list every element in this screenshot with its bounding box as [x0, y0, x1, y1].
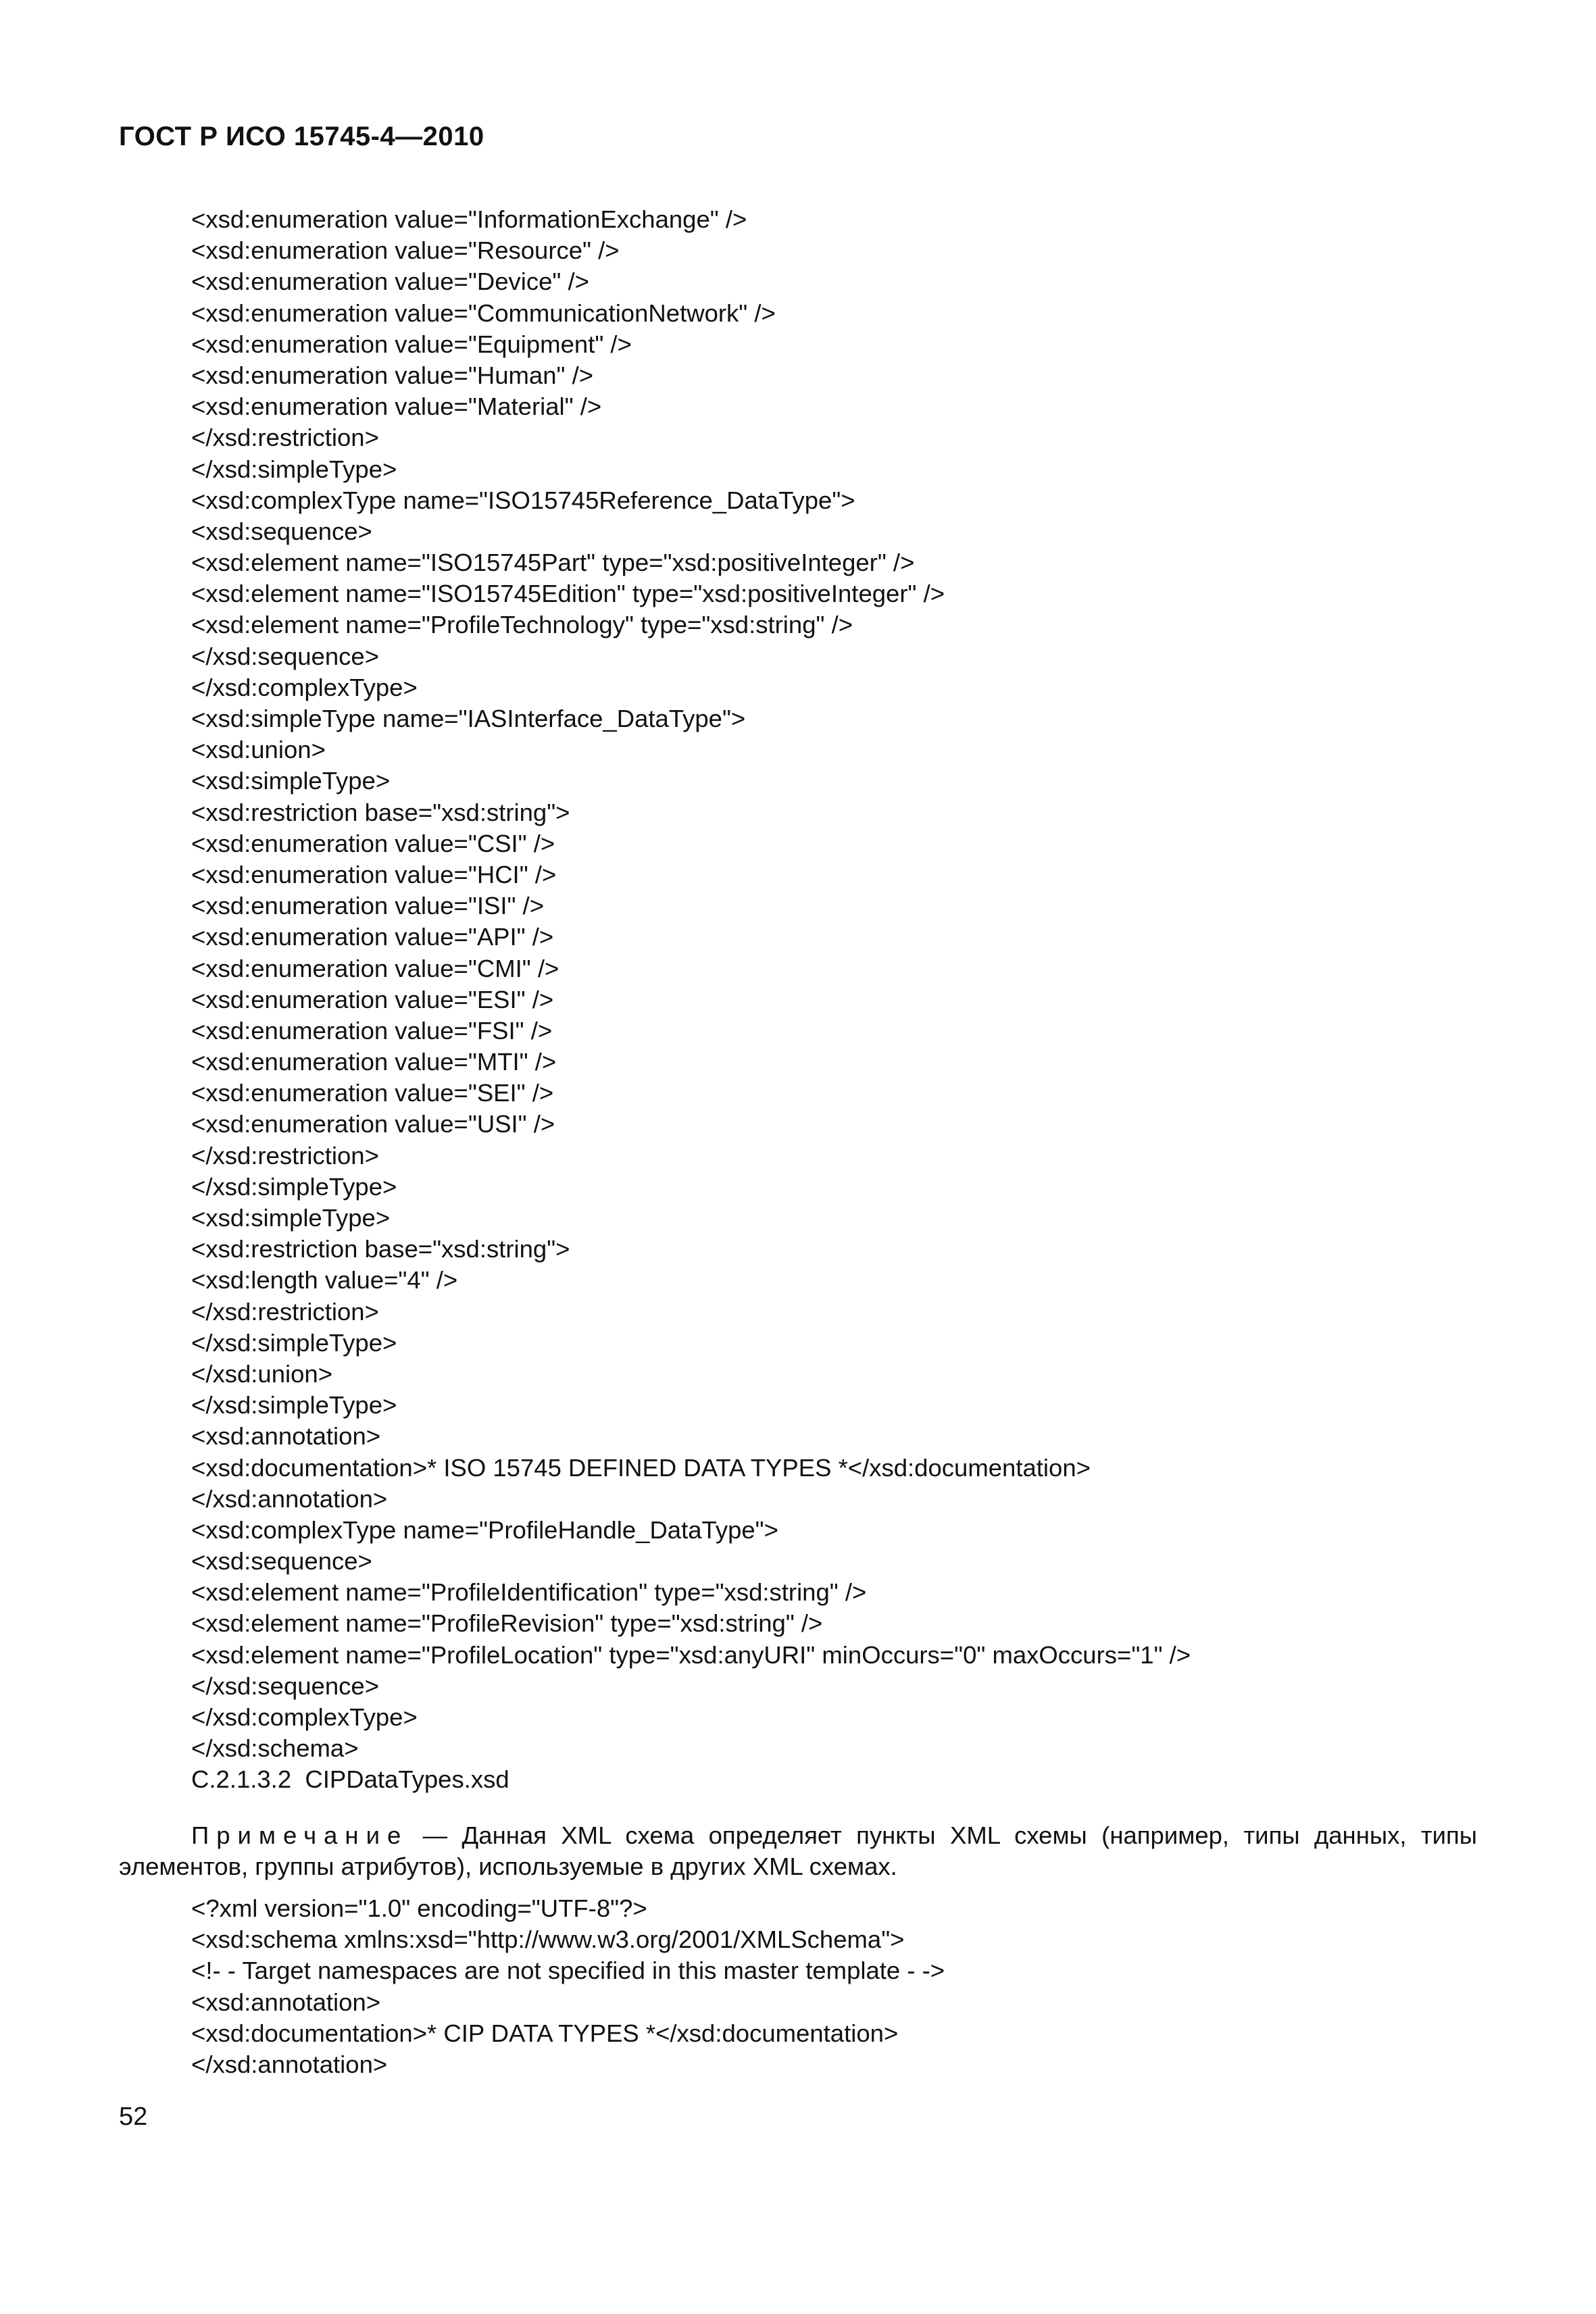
code-line: <xsd:complexType name="ISO15745Reference_DataType">: [191, 486, 855, 514]
code-line: </xsd:complexType>: [191, 1703, 418, 1731]
code-line: </xsd:simpleType>: [191, 455, 397, 483]
code-line: <xsd:element name="ISO15745Part" type="xsd:positiveInteger" />: [191, 549, 915, 577]
code-line: <xsd:enumeration value="HCI" />: [191, 860, 557, 888]
code-line: </xsd:restriction>: [191, 424, 379, 452]
code-line: <xsd:enumeration value="MTI" />: [191, 1048, 557, 1076]
code-line: <xsd:simpleType name="IASInterface_DataType">: [191, 705, 746, 732]
code-line: </xsd:sequence>: [191, 642, 380, 670]
code-line: <xsd:documentation>* ISO 15745 DEFINED DATA TYPES *</xsd:documentation>: [191, 1453, 1091, 1482]
code-line: <xsd:element name="ISO15745Edition" type="xsd:positiveInteger" />: [191, 580, 945, 608]
code-line: <xsd:enumeration value="CommunicationNetwork" />: [191, 299, 776, 327]
code-line: <xsd:enumeration value="API" />: [191, 923, 554, 951]
page-header-title: ГОСТ Р ИСО 15745-4—2010: [119, 122, 484, 151]
code-line: <xsd:enumeration value="Equipment" />: [191, 330, 632, 358]
code-line: <xsd:enumeration value="CMI" />: [191, 954, 559, 982]
code-line: <xsd:enumeration value="Human" />: [191, 361, 594, 389]
code-line: <xsd:element name="ProfileTechnology" type="xsd:string" />: [191, 611, 853, 639]
code-line: </xsd:restriction>: [191, 1297, 379, 1326]
xsd-code-block-bottom: [191, 1893, 1543, 2080]
page-number: 52: [119, 2103, 148, 2131]
code-line: <xsd:enumeration value="Device" />: [191, 268, 589, 296]
code-line: <xsd:restriction base="xsd:string">: [191, 1235, 570, 1263]
code-line: <?xml version="1.0" encoding="UTF-8"?>: [191, 1894, 647, 1922]
code-line: <xsd:element name="ProfileIdentification" type="xsd:string" />: [191, 1578, 867, 1607]
code-line: <xsd:schema xmlns:xsd="http://www.w3.org/2001/XMLSchema">: [191, 1926, 905, 1954]
code-line: C.2.1.3.2 CIPDataTypes.xsd: [191, 1765, 509, 1794]
code-line: <xsd:length value="4" />: [191, 1266, 458, 1294]
code-line: <xsd:enumeration value="ISI" />: [191, 892, 545, 920]
code-line: </xsd:sequence>: [191, 1671, 380, 1700]
code-line: </xsd:restriction>: [191, 1141, 379, 1169]
code-line: <xsd:enumeration value="InformationExchange" />: [191, 205, 747, 233]
code-line: </xsd:union>: [191, 1359, 333, 1388]
note-text: — Данная XML схема определяет пункты XML схемы (например, типы данных, типы элементов, группы атрибутов), используемые в других XML схемах.: [119, 1821, 1477, 1881]
code-line: <xsd:complexType name="ProfileHandle_DataType">: [191, 1515, 778, 1544]
code-line: <!- - Target namespaces are not specified in this master template - ->: [191, 1957, 945, 1985]
code-line: </xsd:annotation>: [191, 2050, 388, 2078]
code-line: <xsd:sequence>: [191, 517, 372, 545]
xsd-code-block-top: [191, 204, 1543, 1796]
code-line: <xsd:enumeration value="FSI" />: [191, 1016, 553, 1045]
code-line: <xsd:union>: [191, 736, 326, 764]
code-line: </xsd:simpleType>: [191, 1172, 397, 1201]
code-line: <xsd:element name="ProfileLocation" type="xsd:anyURI" minOccurs="0" maxOccurs="1" />: [191, 1640, 1191, 1669]
code-line: <xsd:sequence>: [191, 1547, 372, 1576]
code-line: <xsd:enumeration value="USI" />: [191, 1110, 555, 1138]
code-line: <xsd:documentation>* CIP DATA TYPES *</xsd:documentation>: [191, 2019, 899, 2047]
code-line: <xsd:enumeration value="Material" />: [191, 393, 602, 421]
code-line: <xsd:enumeration value="Resource" />: [191, 236, 620, 265]
code-line: </xsd:schema>: [191, 1734, 359, 1763]
note-label: Примечание: [191, 1821, 409, 1849]
code-line: <xsd:simpleType>: [191, 1204, 391, 1232]
note-paragraph: [119, 1820, 1477, 1882]
code-line: <xsd:simpleType>: [191, 767, 391, 795]
code-line: </xsd:simpleType>: [191, 1328, 397, 1357]
code-line: <xsd:annotation>: [191, 1422, 381, 1451]
code-line: <xsd:enumeration value="ESI" />: [191, 985, 554, 1013]
code-line: <xsd:element name="ProfileRevision" type="xsd:string" />: [191, 1609, 823, 1638]
code-line: </xsd:complexType>: [191, 673, 418, 701]
code-line: </xsd:simpleType>: [191, 1391, 397, 1419]
code-line: </xsd:annotation>: [191, 1484, 388, 1513]
code-line: <xsd:restriction base="xsd:string">: [191, 798, 570, 826]
code-line: <xsd:enumeration value="CSI" />: [191, 829, 555, 857]
code-line: <xsd:enumeration value="SEI" />: [191, 1079, 554, 1107]
code-line: <xsd:annotation>: [191, 1988, 381, 2016]
